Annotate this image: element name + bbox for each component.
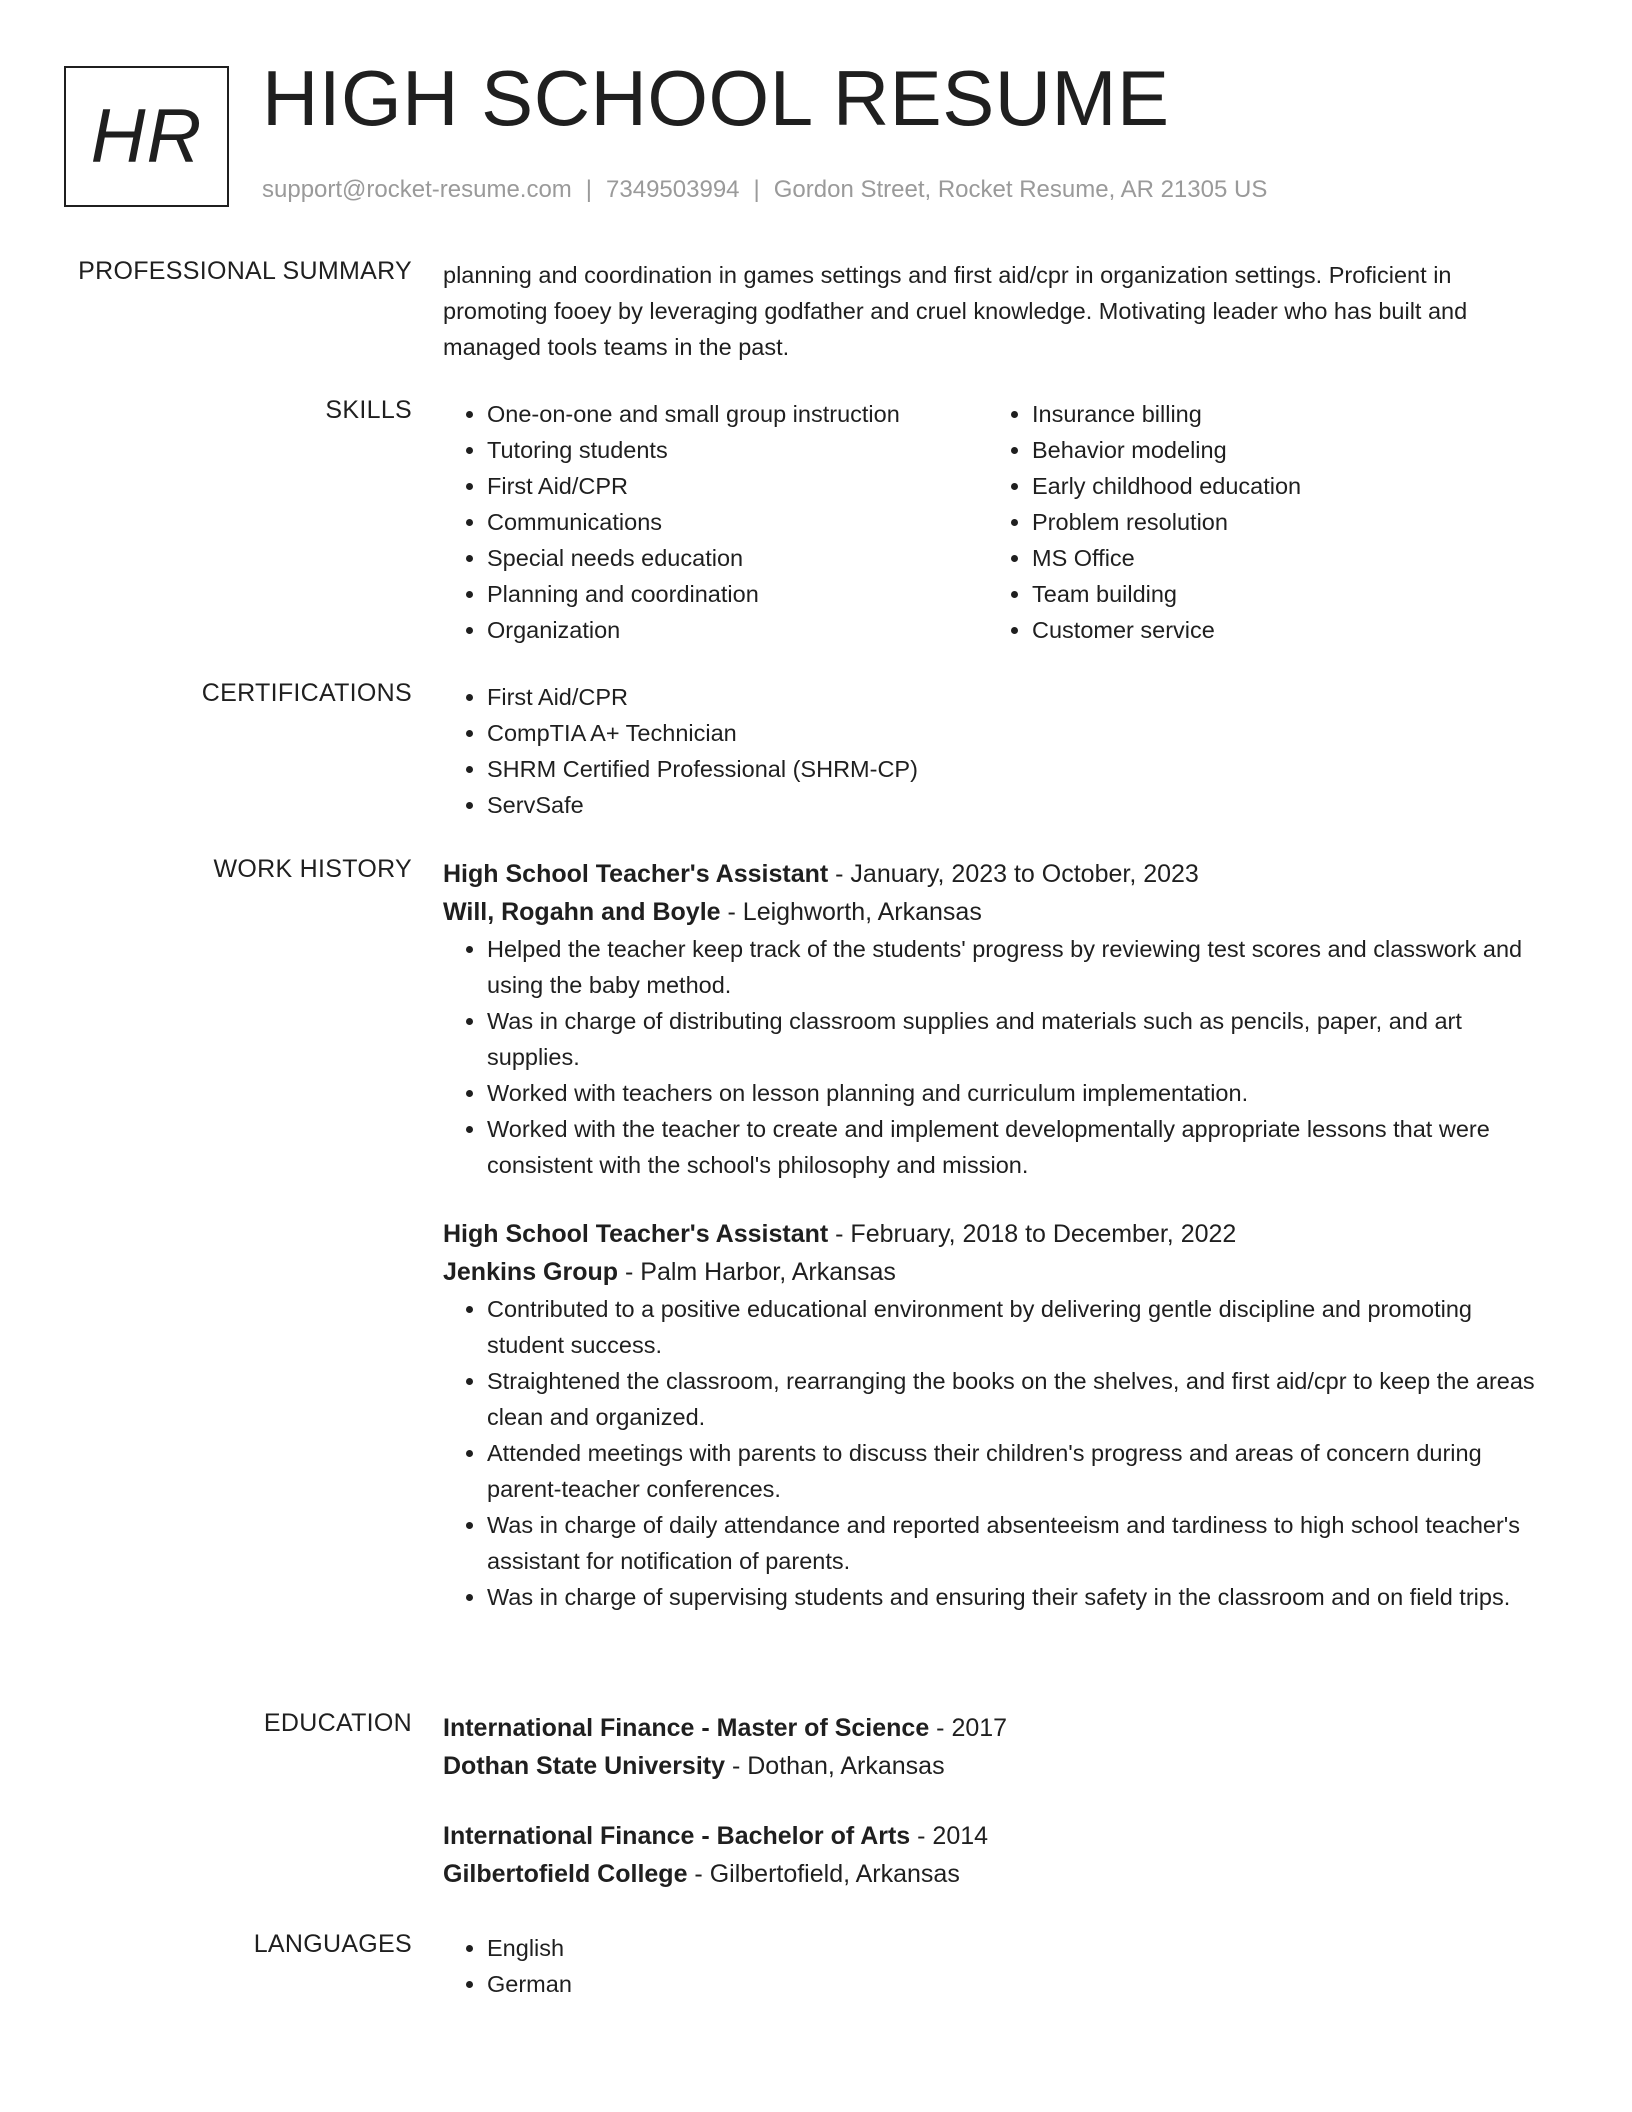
- job-bullet: • Was in charge of supervising students and ensuring their safety in the classroom and on field trips.: [487, 1579, 1543, 1615]
- job-bullet: • Attended meetings with parents to discuss their children's progress and areas of concern during parent-teacher conferences.: [487, 1435, 1543, 1507]
- skill-item: • Problem resolution: [1032, 504, 1533, 540]
- section-title: WORK HISTORY: [213, 855, 412, 883]
- job-bullet: • Helped the teacher keep track of the students' progress by reviewing test scores and classwork and using the baby method.: [487, 931, 1543, 1003]
- section-body: [443, 396, 1543, 648]
- education-degree-line: [443, 1817, 1543, 1855]
- job-bullet: • Was in charge of distributing classroom supplies and materials such as pencils, paper, and art supplies.: [487, 1003, 1543, 1075]
- skill-item: • Behavior modeling: [1032, 432, 1533, 468]
- education-degree: International Finance - Bachelor of Arts: [443, 1822, 911, 1850]
- job-bullet: • Straightened the classroom, rearranging the books on the shelves, and first aid/cpr to keep the areas clean and organized.: [487, 1363, 1543, 1435]
- education-year: - 2017: [929, 1714, 1008, 1742]
- skills-list-right: [988, 396, 1533, 648]
- skill-item: • Early childhood education: [1032, 468, 1533, 504]
- education-school-line: [443, 1855, 1543, 1893]
- skill-item: • First Aid/CPR: [487, 468, 988, 504]
- certification-item: • ServSafe: [487, 787, 1543, 823]
- skill-item: • Communications: [487, 504, 988, 540]
- skill-item: • Tutoring students: [487, 432, 988, 468]
- job-bullet: • Worked with the teacher to create and implement developmentally appropriate lessons that were consistent with the school's philosophy and mission.: [487, 1111, 1543, 1183]
- language-item: • English: [487, 1930, 1543, 1966]
- contact-phone[interactable]: 7349503994: [606, 176, 740, 203]
- contact-address: Gordon Street, Rocket Resume, AR 21305 US: [773, 176, 1268, 203]
- monogram-initials: HR: [90, 94, 203, 179]
- section-body: [443, 1709, 1543, 1893]
- education-degree: International Finance - Master of Science: [443, 1714, 930, 1742]
- skill-item: • Planning and coordination: [487, 576, 988, 612]
- job-company-line: [443, 893, 1543, 931]
- skill-item: • Special needs education: [487, 540, 988, 576]
- skill-item: • One-on-one and small group instruction: [487, 396, 988, 432]
- education-location: - Gilbertofield, Arkansas: [687, 1860, 960, 1888]
- job-bullet: • Contributed to a positive educational environment by delivering gentle discipline and promoting student success.: [487, 1291, 1543, 1363]
- education-year: - 2014: [910, 1822, 989, 1850]
- job-location: - Palm Harbor, Arkansas: [618, 1258, 896, 1286]
- resume-title: HIGH SCHOOL RESUME: [262, 54, 1170, 142]
- skill-item: • MS Office: [1032, 540, 1533, 576]
- skill-item: • Insurance billing: [1032, 396, 1533, 432]
- job-bullets: [443, 1291, 1543, 1615]
- section-body: [443, 257, 1533, 365]
- job-location: - Leighworth, Arkansas: [720, 898, 982, 926]
- education-degree-line: [443, 1709, 1543, 1747]
- job-bullet: • Was in charge of daily attendance and reported absenteeism and tardiness to high school teacher's assistant for notification of parents.: [487, 1507, 1543, 1579]
- education-school: Dothan State University: [443, 1752, 726, 1780]
- skill-item: • Customer service: [1032, 612, 1533, 648]
- job-role: High School Teacher's Assistant: [443, 1220, 829, 1248]
- section-body: [443, 679, 1543, 823]
- job-company: Will, Rogahn and Boyle: [443, 898, 721, 926]
- education-school-line: [443, 1747, 1543, 1785]
- job-dates: - February, 2018 to December, 2022: [828, 1220, 1237, 1248]
- job-role-line: [443, 1215, 1543, 1253]
- certifications-list: [443, 679, 1543, 823]
- job-bullets: [443, 931, 1543, 1183]
- contact-separator: |: [585, 176, 593, 203]
- contact-email[interactable]: support@rocket-resume.com: [262, 176, 572, 203]
- skill-item: • Organization: [487, 612, 988, 648]
- job-bullet: • Worked with teachers on lesson planning and curriculum implementation.: [487, 1075, 1543, 1111]
- section-title: SKILLS: [325, 396, 412, 424]
- skill-item: • Team building: [1032, 576, 1533, 612]
- languages-list: [443, 1930, 1543, 2002]
- education-location: - Dothan, Arkansas: [725, 1752, 945, 1780]
- skills-column-left: [443, 396, 988, 648]
- section-body: [443, 855, 1543, 1615]
- contact-line: [262, 176, 1267, 204]
- skills-column-right: [988, 396, 1533, 648]
- section-title: EDUCATION: [263, 1709, 412, 1737]
- monogram-box: [64, 66, 229, 207]
- job-role: High School Teacher's Assistant: [443, 860, 829, 888]
- section-title: CERTIFICATIONS: [201, 679, 412, 707]
- section-title: PROFESSIONAL SUMMARY: [78, 257, 412, 285]
- education-entry: [443, 1709, 1543, 1785]
- education-entry: [443, 1817, 1543, 1893]
- certification-item: • SHRM Certified Professional (SHRM-CP): [487, 751, 1543, 787]
- certification-item: • First Aid/CPR: [487, 679, 1543, 715]
- job-entry: [443, 855, 1543, 1183]
- contact-separator: |: [753, 176, 760, 203]
- job-company: Jenkins Group: [443, 1258, 619, 1286]
- section-title: LANGUAGES: [253, 1930, 412, 1958]
- skills-list-left: [443, 396, 988, 648]
- education-school: Gilbertofield College: [443, 1860, 688, 1888]
- job-entry: [443, 1215, 1543, 1615]
- language-item: • German: [487, 1966, 1543, 2002]
- certification-item: • CompTIA A+ Technician: [487, 715, 1543, 751]
- job-role-line: [443, 855, 1543, 893]
- job-dates: - January, 2023 to October, 2023: [828, 860, 1199, 888]
- job-company-line: [443, 1253, 1543, 1291]
- summary-text: planning and coordination in games settings and first aid/cpr in organization settings. Proficient in promoting fooey by leveraging godfather and cruel knowledge. Motivating leader who has built and managed tools teams in the past.: [443, 262, 1468, 360]
- skills-columns: [443, 396, 1543, 648]
- section-body: [443, 1930, 1543, 2002]
